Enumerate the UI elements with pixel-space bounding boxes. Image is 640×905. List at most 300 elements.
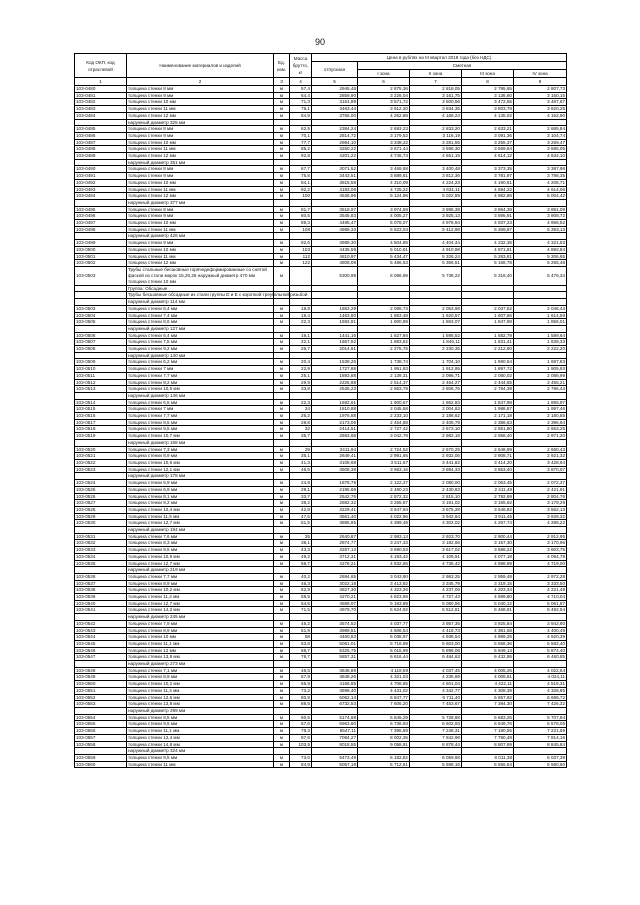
- row-mass: 73,6: [290, 754, 312, 761]
- row-mass: 41,3: [290, 459, 312, 466]
- group-empty-cell: [312, 614, 358, 621]
- row-mass: 70,1: [290, 132, 312, 139]
- row-zone-3-price: 1 690,54: [462, 359, 514, 366]
- row-zone-3-price: 1 988,87: [462, 406, 514, 413]
- row-zone-1-price: 5 124,96: [358, 193, 410, 200]
- row-zone-3-price: 5 558,36: [462, 640, 514, 647]
- row-zone-1-price: 4 832,66: [358, 560, 410, 567]
- row-code: 103-0539: [75, 594, 127, 601]
- row-release-price: 6547,11: [312, 728, 358, 735]
- row-release-price: 2694,65: [312, 573, 358, 580]
- row-name: толщина стенки 12 мм: [127, 112, 274, 119]
- row-zone-3-price: 4 267,74: [462, 520, 514, 527]
- row-zone-2-price: 2 464,27: [410, 379, 462, 386]
- row-release-price: 1539,25: [312, 359, 358, 366]
- row-zone-2-price: 5 728,88: [410, 714, 462, 721]
- row-zone-4-price: 4 221,49: [514, 587, 567, 594]
- row-unit: м: [274, 446, 290, 453]
- row-name: толщина стенки 9 мм: [127, 240, 274, 247]
- group-heading-row: [75, 527, 567, 534]
- row-name: толщина стенки 7,3 мм: [127, 446, 274, 453]
- row-zone-2-price: 6 602,93: [410, 721, 462, 728]
- row-zone-1-price: 3 974,59: [358, 206, 410, 213]
- group-empty-cell: [274, 159, 290, 166]
- group-empty-cell: [358, 299, 410, 306]
- group-heading-row: [75, 285, 567, 292]
- table-row: [75, 346, 567, 353]
- group-empty-cell: [358, 233, 410, 240]
- row-release-price: 1976,88: [312, 413, 358, 420]
- group-heading-row: [75, 473, 567, 480]
- row-zone-2-price: 4 109,91: [410, 553, 462, 560]
- row-zone-4-price: 4 208,71: [514, 179, 567, 186]
- row-unit: м: [274, 146, 290, 153]
- row-mass: 71,3: [290, 99, 312, 106]
- row-zone-1-price: 2 233,10: [358, 413, 410, 420]
- table-row: [75, 319, 567, 326]
- group-empty-cell: [274, 119, 290, 126]
- row-name: толщина стенки 11 мм: [127, 761, 274, 768]
- row-unit: м: [274, 86, 290, 93]
- row-zone-3-price: 2 212,60: [462, 346, 514, 353]
- row-release-price: 5963,60: [312, 721, 358, 728]
- table-row: [75, 547, 567, 554]
- row-mass: 46,2: [290, 620, 312, 627]
- group-code-cell: [75, 325, 127, 332]
- row-zone-3-price: 6 432,95: [462, 654, 514, 661]
- row-zone-1-price: 2 693,23: [358, 126, 410, 133]
- row-release-price: 1853,29: [312, 305, 358, 312]
- row-name: толщина стенки 12 мм: [127, 260, 274, 267]
- row-zone-2-price: 3 281,55: [410, 139, 462, 146]
- row-zone-3-price: 3 781,97: [462, 173, 514, 180]
- row-zone-4-price: 2 807,73: [514, 86, 567, 93]
- row-name: толщина стенки 12,6 мм: [127, 694, 274, 701]
- row-unit: м: [274, 173, 290, 180]
- header-mass: Масса брутто, кг: [290, 54, 312, 78]
- row-zone-1-price: 4 389,48: [358, 520, 410, 527]
- group-empty-cell: [462, 392, 514, 399]
- page-number: 90: [314, 37, 325, 47]
- row-zone-2-price: 7 248,31: [410, 728, 462, 735]
- row-code: 103-0552: [75, 694, 127, 701]
- row-unit: м: [274, 480, 290, 487]
- row-zone-4-price: 6 460,85: [514, 654, 567, 661]
- group-empty-cell: [358, 748, 410, 755]
- price-table: [74, 53, 567, 768]
- row-unit: м: [274, 179, 290, 186]
- table-row: [75, 372, 567, 379]
- row-name: толщина стенки 7,5 мм: [127, 339, 274, 346]
- row-name: толщина стенки 7,7 мм: [127, 372, 274, 379]
- row-mass: 64,6: [290, 600, 312, 607]
- group-empty-cell: [462, 473, 514, 480]
- table-row: [75, 186, 567, 193]
- row-release-price: 3071,52: [312, 166, 358, 173]
- row-unit: м: [274, 466, 290, 473]
- table-row: [75, 694, 567, 701]
- table-row: [75, 260, 567, 267]
- row-zone-1-price: 5 010,81: [358, 246, 410, 253]
- row-zone-2-price: 4 910,98: [410, 246, 462, 253]
- row-name: толщина стенки 11,1 мм: [127, 640, 274, 647]
- row-zone-1-price: 4 193,42: [358, 553, 410, 560]
- row-zone-1-price: 6 096,99: [358, 266, 410, 285]
- row-zone-4-price: 5 707,84: [514, 714, 567, 721]
- row-name: толщина стенки 9,5 мм: [127, 721, 274, 728]
- row-mass: 100: [290, 193, 312, 200]
- row-code: 103-0512: [75, 379, 127, 386]
- row-name: толщина стенки 6,4 мм: [127, 332, 274, 339]
- row-code: 103-0488: [75, 146, 127, 153]
- row-zone-1-price: 1 900,67: [358, 399, 410, 406]
- row-name: толщина стенки 10 мм: [127, 99, 274, 106]
- header-release-price: отпускная: [312, 62, 358, 78]
- row-unit: м: [274, 433, 290, 440]
- row-zone-2-price: 2 815,10: [410, 493, 462, 500]
- column-number-row: [75, 78, 567, 86]
- row-zone-2-price: 5 738,22: [410, 266, 462, 285]
- row-zone-2-price: 4 727,43: [410, 594, 462, 601]
- row-unit: м: [274, 687, 290, 694]
- row-zone-3-price: 3 569,64: [462, 146, 514, 153]
- row-zone-2-price: 4 168,24: [410, 112, 462, 119]
- table-row: [75, 220, 567, 227]
- group-empty-cell: [462, 292, 514, 299]
- row-name: толщина стенки 12,1 мм: [127, 466, 274, 473]
- row-mass: 88,5: [290, 701, 312, 708]
- row-name: толщина стенки 12 мм: [127, 647, 274, 654]
- row-zone-3-price: 4 698,69: [462, 560, 514, 567]
- row-zone-3-price: 6 011,38: [462, 754, 514, 761]
- table-row: [75, 106, 567, 113]
- row-code: 103-0524: [75, 480, 127, 487]
- table-row: [75, 399, 567, 406]
- row-mass: 46,5: [290, 667, 312, 674]
- row-release-price: 3646,89: [312, 667, 358, 674]
- row-zone-2-price: 2 230,35: [410, 346, 462, 353]
- header-zone-3: III зона: [462, 70, 514, 78]
- row-release-price: 4435,59: [312, 246, 358, 253]
- table-row: [75, 714, 567, 721]
- group-heading: наружный диаметр 219 мм: [127, 567, 274, 574]
- group-empty-cell: [410, 439, 462, 446]
- row-mass: 85,2: [290, 146, 312, 153]
- row-mass: 68,7: [290, 647, 312, 654]
- row-name: толщина стенки 9,2 мм: [127, 346, 274, 353]
- table-row: [75, 734, 567, 741]
- group-empty-cell: [514, 199, 567, 206]
- row-zone-4-price: 3 881,09: [514, 206, 567, 213]
- group-code-cell: [75, 748, 127, 755]
- row-zone-3-price: 3 165,62: [462, 500, 514, 507]
- group-code-cell: [75, 352, 127, 359]
- row-zone-4-price: 2 804,76: [514, 493, 567, 500]
- row-name: толщина стенки 7,1 мм: [127, 667, 274, 674]
- row-zone-2-price: 3 191,02: [410, 500, 462, 507]
- row-zone-4-price: 4 710,04: [514, 594, 567, 601]
- row-release-price: 3108,68: [312, 459, 358, 466]
- row-zone-4-price: 1 839,33: [514, 339, 567, 346]
- row-zone-3-price: 2 037,62: [462, 305, 514, 312]
- group-empty-cell: [290, 325, 312, 332]
- row-mass: 42,8: [290, 506, 312, 513]
- group-code-cell: [75, 661, 127, 668]
- row-zone-2-price: 3 942,84: [410, 513, 462, 520]
- row-unit: м: [274, 627, 290, 634]
- row-zone-4-price: 7 814,16: [514, 734, 567, 741]
- row-zone-3-price: 4 614,12: [462, 153, 514, 160]
- row-zone-2-price: 2 982,18: [410, 433, 462, 440]
- row-name: толщина стенки 14,8 мм: [127, 741, 274, 748]
- row-unit: м: [274, 694, 290, 701]
- row-name: толщина стенки 8 мм: [127, 166, 274, 173]
- table-row: [75, 674, 567, 681]
- table-row: [75, 413, 567, 420]
- row-zone-1-price: 3 042,78: [358, 433, 410, 440]
- row-zone-1-price: 4 504,85: [358, 240, 410, 247]
- row-zone-2-price: 4 302,02: [410, 520, 462, 527]
- row-zone-2-price: 6 484,63: [410, 654, 462, 661]
- row-unit: м: [274, 339, 290, 346]
- table-row: [75, 213, 567, 220]
- row-zone-3-price: 4 982,86: [462, 193, 514, 200]
- group-empty-cell: [274, 567, 290, 574]
- group-empty-cell: [358, 567, 410, 574]
- row-zone-4-price: 8 845,84: [514, 741, 567, 748]
- row-release-price: 3161,89: [312, 99, 358, 106]
- row-zone-1-price: 6 847,77: [358, 694, 410, 701]
- row-mass: 92,2: [290, 186, 312, 193]
- row-unit: м: [274, 607, 290, 614]
- table-row: [75, 126, 567, 133]
- row-release-price: 2964,10: [312, 139, 358, 146]
- group-empty-cell: [462, 285, 514, 292]
- table-row: [75, 728, 567, 735]
- row-zone-3-price: 4 005,26: [462, 667, 514, 674]
- row-zone-3-price: 3 864,39: [462, 206, 514, 213]
- row-zone-4-price: 4 326,85: [514, 687, 567, 694]
- row-zone-2-price: 3 925,13: [410, 213, 462, 220]
- table-row: [75, 701, 567, 708]
- row-zone-4-price: 6 686,72: [514, 694, 567, 701]
- row-zone-3-price: 2 386,63: [462, 419, 514, 426]
- group-empty-cell: [274, 352, 290, 359]
- row-zone-4-price: 5 061,87: [514, 600, 567, 607]
- row-code: 103-0491: [75, 173, 127, 180]
- row-code: 103-0492: [75, 179, 127, 186]
- row-name: толщина стенки 6,5 мм: [127, 399, 274, 406]
- group-empty-cell: [290, 233, 312, 240]
- group-empty-cell: [410, 614, 462, 621]
- row-zone-2-price: 2 096,71: [410, 372, 462, 379]
- row-unit: м: [274, 553, 290, 560]
- row-name: толщина стенки 7 мм: [127, 366, 274, 373]
- row-mass: 56,7: [290, 560, 312, 567]
- row-name: толщина стенки 7,7 мм: [127, 413, 274, 420]
- row-release-price: 3463,44: [312, 106, 358, 113]
- row-zone-4-price: 4 920,39: [514, 634, 567, 641]
- row-release-price: 1810,88: [312, 406, 358, 413]
- row-zone-3-price: 3 319,15: [462, 580, 514, 587]
- row-code: 103-0557: [75, 734, 127, 741]
- group-empty-cell: [358, 285, 410, 292]
- row-zone-2-price: 2 983,25: [410, 573, 462, 580]
- row-mass: 103,5: [290, 741, 312, 748]
- row-zone-1-price: 5 078,07: [358, 220, 410, 227]
- row-unit: м: [274, 634, 290, 641]
- row-zone-2-price: 5 512,81: [410, 607, 462, 614]
- group-empty-cell: [462, 748, 514, 755]
- row-name: толщина стенки 10 мм: [127, 220, 274, 227]
- row-zone-2-price: 4 976,94: [410, 220, 462, 227]
- row-code: 103-0507: [75, 339, 127, 346]
- row-unit: м: [274, 754, 290, 761]
- row-unit: м: [274, 319, 290, 326]
- row-code: 103-0498: [75, 226, 127, 233]
- row-zone-2-price: 3 957,35: [410, 620, 462, 627]
- row-name: толщина стенки 14,2 мм: [127, 607, 274, 614]
- row-code: 103-0549: [75, 674, 127, 681]
- row-name: толщина стенки 11,4 мм: [127, 594, 274, 601]
- row-name: толщина стенки 10,6 мм: [127, 459, 274, 466]
- row-mass: 78,1: [290, 106, 312, 113]
- row-zone-3-price: 3 091,36: [462, 132, 514, 139]
- row-release-price: 3229,41: [312, 506, 358, 513]
- group-empty-cell: [358, 661, 410, 668]
- row-zone-4-price: 2 972,28: [514, 573, 567, 580]
- row-unit: м: [274, 533, 290, 540]
- row-zone-2-price: 4 651,19: [410, 153, 462, 160]
- table-row: [75, 493, 567, 500]
- row-zone-1-price: 3 469,58: [358, 166, 410, 173]
- row-zone-1-price: 4 321,03: [358, 674, 410, 681]
- row-zone-3-price: 4 006,61: [462, 674, 514, 681]
- row-code: 103-0536: [75, 573, 127, 580]
- group-empty-cell: [274, 527, 290, 534]
- row-mass: 78,7: [290, 654, 312, 661]
- table-row: [75, 253, 567, 260]
- row-unit: м: [274, 399, 290, 406]
- group-empty-cell: [290, 527, 312, 534]
- row-mass: 78,3: [290, 728, 312, 735]
- row-name: толщина стенки 12,7 мм: [127, 600, 274, 607]
- row-mass: 29,1: [290, 486, 312, 493]
- row-zone-1-price: 5 845,29: [358, 714, 410, 721]
- row-zone-1-price: 6 616,44: [358, 654, 410, 661]
- row-code: 103-0489: [75, 153, 127, 160]
- group-code-cell: [75, 119, 127, 126]
- row-code: 103-0525: [75, 486, 127, 493]
- group-empty-cell: [312, 352, 358, 359]
- group-heading-row: [75, 567, 567, 574]
- row-zone-1-price: 8 002,35: [358, 734, 410, 741]
- row-name: толщина стенки 7 мм: [127, 406, 274, 413]
- row-zone-2-price: 2 818,05: [410, 86, 462, 93]
- column-number: 8: [462, 78, 514, 86]
- group-code-cell: [75, 614, 127, 621]
- row-zone-3-price: 4 594,22: [462, 186, 514, 193]
- row-code: 103-0484: [75, 112, 127, 119]
- group-empty-cell: [514, 439, 567, 446]
- group-heading: наружный диаметр 178 мм: [127, 473, 274, 480]
- group-empty-cell: [358, 199, 410, 206]
- row-mass: 18,8: [290, 305, 312, 312]
- row-zone-1-price: 2 727,42: [358, 426, 410, 433]
- group-empty-cell: [312, 748, 358, 755]
- group-heading: наружный диаметр 140 мм: [127, 352, 274, 359]
- header-unit: Ед. изм.: [274, 54, 290, 78]
- group-empty-cell: [514, 392, 567, 399]
- row-zone-1-price: 4 745,73: [358, 153, 410, 160]
- row-unit: м: [274, 647, 290, 654]
- row-unit: м: [274, 386, 290, 393]
- row-zone-2-price: 6 059,68: [410, 754, 462, 761]
- row-zone-1-price: 5 712,61: [358, 761, 410, 768]
- row-release-price: 4183,08: [312, 186, 358, 193]
- row-mass: 46,5: [290, 466, 312, 473]
- group-empty-cell: [274, 299, 290, 306]
- table-row: [75, 634, 567, 641]
- row-name: толщина стенки 10 мм: [127, 246, 274, 253]
- row-zone-3-price: 5 556,54: [462, 761, 514, 768]
- row-code: 103-0542: [75, 620, 127, 627]
- group-empty-cell: [274, 439, 290, 446]
- row-mass: 60,5: [290, 714, 312, 721]
- row-release-price: 3022,18: [312, 580, 358, 587]
- table-row: [75, 86, 567, 93]
- row-zone-2-price: 1 846,11: [410, 339, 462, 346]
- row-unit: м: [274, 220, 290, 227]
- group-heading-row: [75, 119, 567, 126]
- row-zone-4-price: 3 104,74: [514, 132, 567, 139]
- table-row: [75, 607, 567, 614]
- row-zone-2-price: 3 834,35: [410, 106, 462, 113]
- group-empty-cell: [514, 325, 567, 332]
- group-code-cell: [75, 708, 127, 715]
- row-code: 103-0537: [75, 580, 127, 587]
- row-zone-4-price: 5 580,60: [514, 761, 567, 768]
- row-zone-1-price: 3 413,82: [358, 580, 410, 587]
- row-code: 103-0558: [75, 741, 127, 748]
- row-zone-1-price: 1 627,94: [358, 332, 410, 339]
- group-empty-cell: [312, 439, 358, 446]
- table-row: [75, 166, 567, 173]
- row-unit: м: [274, 346, 290, 353]
- row-zone-4-price: 3 928,32: [514, 513, 567, 520]
- row-unit: м: [274, 587, 290, 594]
- row-zone-1-price: 4 037,77: [358, 620, 410, 627]
- group-heading: наружный диаметр 325 мм: [127, 119, 274, 126]
- row-code: 103-0500: [75, 246, 127, 253]
- row-release-price: 4278,21: [312, 560, 358, 567]
- row-zone-4-price: 2 796,43: [514, 386, 567, 393]
- group-empty-cell: [514, 748, 567, 755]
- row-zone-1-price: 4 725,22: [358, 186, 410, 193]
- group-heading: наружный диаметр 426 мм: [127, 233, 274, 240]
- row-mass: 89,3: [290, 220, 312, 227]
- table-header: [75, 54, 567, 86]
- row-name: толщина стенки 9 мм: [127, 132, 274, 139]
- table-row: [75, 379, 567, 386]
- row-mass: 29,9: [290, 379, 312, 386]
- row-mass: 26,2: [290, 413, 312, 420]
- group-empty-cell: [274, 325, 290, 332]
- row-zone-3-price: 1 847,98: [462, 399, 514, 406]
- table-row: [75, 721, 567, 728]
- table-row: [75, 406, 567, 413]
- row-zone-3-price: 4 077,18: [462, 553, 514, 560]
